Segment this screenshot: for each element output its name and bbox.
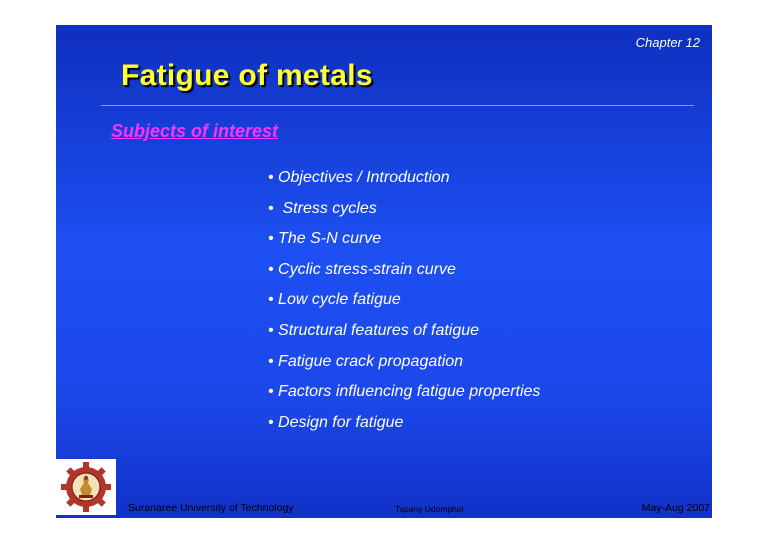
footer-author: Tapany Udomphol: [395, 504, 464, 514]
topic-item: • The S-N curve: [268, 230, 382, 248]
topic-item: • Design for fatigue: [268, 413, 404, 431]
emblem-graphic: [56, 459, 116, 515]
chapter-label: Chapter 12: [635, 35, 700, 50]
topic-item: • Cyclic stress-strain curve: [268, 260, 456, 278]
university-emblem-icon: [56, 459, 116, 515]
topic-item: • Factors influencing fatigue properties: [268, 383, 541, 401]
topic-item: • Stress cycles: [268, 199, 377, 217]
subjects-heading: Subjects of interest: [111, 121, 279, 141]
slide-title: Fatigue of metals: [121, 59, 373, 92]
topic-list: [268, 169, 540, 444]
slide: [56, 25, 712, 518]
footer-institution: Suranaree University of Technology: [128, 502, 294, 514]
topic-item: • Structural features of fatigue: [268, 321, 480, 339]
topic-item: • Objectives / Introduction: [268, 169, 450, 186]
topic-item: • Low cycle fatigue: [268, 291, 401, 309]
footer-date: May-Aug 2007: [641, 502, 710, 514]
title-divider: [101, 105, 694, 106]
topic-item: • Fatigue crack propagation: [268, 352, 464, 370]
